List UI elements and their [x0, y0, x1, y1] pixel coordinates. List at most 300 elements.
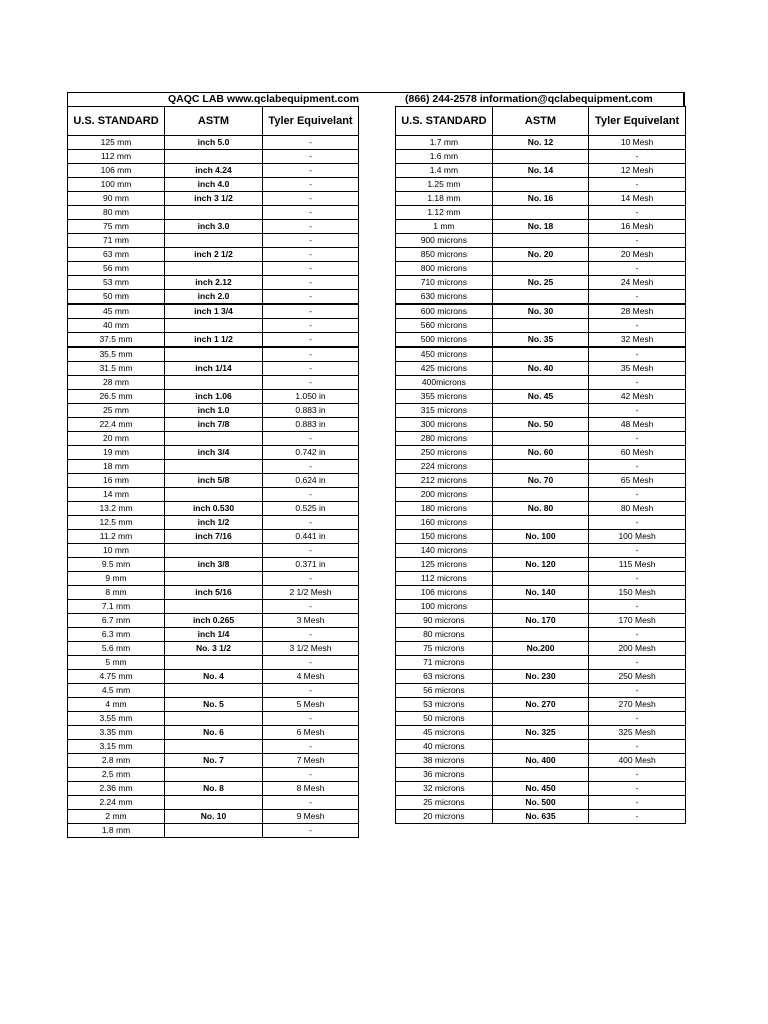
cell-us-standard: 180 microns: [396, 502, 493, 516]
cell-astm: [165, 824, 263, 838]
cell-tyler: -: [263, 248, 359, 262]
cell-us-standard: 12.5 mm: [68, 516, 165, 530]
table-row: [68, 726, 359, 740]
table-row: [396, 642, 686, 656]
cell-us-standard: 18 mm: [68, 460, 165, 474]
table-row: [396, 474, 686, 488]
cell-us-standard: 32 microns: [396, 782, 493, 796]
cell-us-standard: 25 mm: [68, 404, 165, 418]
cell-astm: inch 1 3/4: [165, 304, 263, 319]
cell-tyler: -: [589, 262, 686, 276]
table-row: [68, 474, 359, 488]
table-row: [396, 754, 686, 768]
cell-us-standard: 2.5 mm: [68, 768, 165, 782]
table-header-row: [68, 107, 359, 136]
table-row: [396, 768, 686, 782]
cell-tyler: 48 Mesh: [589, 418, 686, 432]
cell-us-standard: 4.75 mm: [68, 670, 165, 684]
cell-astm: No. 6: [165, 726, 263, 740]
cell-astm: [492, 206, 589, 220]
cell-astm: [165, 234, 263, 248]
cell-astm: [165, 600, 263, 614]
table-row: [396, 390, 686, 404]
cell-astm: No. 120: [492, 558, 589, 572]
table-row: [396, 600, 686, 614]
cell-tyler: -: [263, 347, 359, 362]
cell-tyler: 24 Mesh: [589, 276, 686, 290]
cell-astm: inch 1/4: [165, 628, 263, 642]
cell-us-standard: 1.25 mm: [396, 178, 493, 192]
table-row: [68, 796, 359, 810]
cell-astm: [492, 290, 589, 305]
table-row: [68, 347, 359, 362]
cell-us-standard: 300 microns: [396, 418, 493, 432]
cell-tyler: -: [589, 796, 686, 810]
cell-us-standard: 16 mm: [68, 474, 165, 488]
cell-us-standard: 125 mm: [68, 136, 165, 150]
cell-tyler: -: [263, 572, 359, 586]
table-row: [68, 670, 359, 684]
cell-us-standard: 710 microns: [396, 276, 493, 290]
cell-tyler: 32 Mesh: [589, 333, 686, 348]
table-row: [68, 628, 359, 642]
cell-us-standard: 112 microns: [396, 572, 493, 586]
table-row: [68, 516, 359, 530]
cell-tyler: 8 Mesh: [263, 782, 359, 796]
cell-tyler: -: [589, 460, 686, 474]
table-row: [396, 502, 686, 516]
table-row: [396, 796, 686, 810]
table-row: [68, 262, 359, 276]
cell-tyler: -: [589, 178, 686, 192]
table-row: [68, 333, 359, 348]
column-header-tyler: Tyler Equivelant: [263, 107, 359, 136]
cell-astm: inch 1/14: [165, 362, 263, 376]
cell-tyler: 170 Mesh: [589, 614, 686, 628]
table-row: [68, 178, 359, 192]
cell-us-standard: 11.2 mm: [68, 530, 165, 544]
cell-astm: [165, 460, 263, 474]
table-row: [396, 304, 686, 319]
cell-us-standard: 160 microns: [396, 516, 493, 530]
table-row: [68, 276, 359, 290]
cell-us-standard: 75 mm: [68, 220, 165, 234]
cell-tyler: 10 Mesh: [589, 136, 686, 150]
table-row: [68, 586, 359, 600]
table-row: [68, 220, 359, 234]
cell-tyler: 65 Mesh: [589, 474, 686, 488]
cell-astm: No. 170: [492, 614, 589, 628]
cell-astm: [492, 404, 589, 418]
cell-tyler: -: [263, 712, 359, 726]
cell-tyler: -: [589, 376, 686, 390]
cell-astm: No. 500: [492, 796, 589, 810]
table-row: [68, 290, 359, 305]
table-row: [68, 136, 359, 150]
table-row: [68, 192, 359, 206]
cell-astm: No. 450: [492, 782, 589, 796]
cell-us-standard: 1.6 mm: [396, 150, 493, 164]
cell-tyler: -: [589, 810, 686, 824]
cell-astm: [492, 768, 589, 782]
cell-astm: inch 2 1/2: [165, 248, 263, 262]
cell-us-standard: 50 microns: [396, 712, 493, 726]
sieve-table-left: [67, 106, 359, 838]
table-row: [396, 150, 686, 164]
cell-us-standard: 500 microns: [396, 333, 493, 348]
cell-tyler: 5 Mesh: [263, 698, 359, 712]
table-row: [396, 178, 686, 192]
cell-tyler: 80 Mesh: [589, 502, 686, 516]
cell-us-standard: 106 mm: [68, 164, 165, 178]
table-row: [396, 262, 686, 276]
cell-us-standard: 71 mm: [68, 234, 165, 248]
cell-tyler: 28 Mesh: [589, 304, 686, 319]
cell-tyler: 0.371 in: [263, 558, 359, 572]
cell-astm: No. 140: [492, 586, 589, 600]
cell-astm: No. 40: [492, 362, 589, 376]
cell-astm: inch 4.0: [165, 178, 263, 192]
cell-astm: No. 25: [492, 276, 589, 290]
table-row: [396, 319, 686, 333]
cell-tyler: -: [589, 432, 686, 446]
cell-us-standard: 37.5 mm: [68, 333, 165, 348]
table-row: [396, 164, 686, 178]
cell-tyler: 150 Mesh: [589, 586, 686, 600]
cell-tyler: 250 Mesh: [589, 670, 686, 684]
cell-us-standard: 35.5 mm: [68, 347, 165, 362]
cell-astm: No. 60: [492, 446, 589, 460]
cell-tyler: 100 Mesh: [589, 530, 686, 544]
cell-tyler: -: [263, 488, 359, 502]
cell-us-standard: 22.4 mm: [68, 418, 165, 432]
cell-us-standard: 3.35 mm: [68, 726, 165, 740]
table-row: [396, 544, 686, 558]
cell-astm: [492, 628, 589, 642]
cell-astm: [492, 656, 589, 670]
table-row: [396, 290, 686, 305]
cell-us-standard: 3.55 mm: [68, 712, 165, 726]
table-row: [68, 234, 359, 248]
table-row: [396, 628, 686, 642]
cell-us-standard: 106 microns: [396, 586, 493, 600]
cell-astm: [165, 572, 263, 586]
cell-tyler: 3 1/2 Mesh: [263, 642, 359, 656]
cell-astm: inch 2.0: [165, 290, 263, 305]
cell-tyler: 60 Mesh: [589, 446, 686, 460]
cell-us-standard: 56 mm: [68, 262, 165, 276]
cell-tyler: -: [263, 319, 359, 333]
cell-tyler: -: [263, 516, 359, 530]
table-row: [68, 319, 359, 333]
cell-us-standard: 13.2 mm: [68, 502, 165, 516]
cell-astm: No. 270: [492, 698, 589, 712]
cell-us-standard: 36 microns: [396, 768, 493, 782]
table-row: [396, 614, 686, 628]
cell-us-standard: 31.5 mm: [68, 362, 165, 376]
table-row: [68, 544, 359, 558]
table-row: [68, 304, 359, 319]
cell-tyler: 0.441 in: [263, 530, 359, 544]
cell-us-standard: 40 mm: [68, 319, 165, 333]
cell-astm: inch 1.06: [165, 390, 263, 404]
table-row: [396, 460, 686, 474]
cell-tyler: -: [263, 740, 359, 754]
cell-us-standard: 900 microns: [396, 234, 493, 248]
cell-tyler: -: [263, 600, 359, 614]
cell-us-standard: 45 microns: [396, 726, 493, 740]
table-row: [396, 670, 686, 684]
cell-tyler: -: [263, 276, 359, 290]
column-header-us-standard: U.S. STANDARD: [396, 107, 493, 136]
cell-astm: [165, 347, 263, 362]
cell-us-standard: 9.5 mm: [68, 558, 165, 572]
cell-astm: [492, 544, 589, 558]
column-header-astm: ASTM: [165, 107, 263, 136]
cell-astm: [492, 319, 589, 333]
cell-us-standard: 100 mm: [68, 178, 165, 192]
cell-astm: No. 20: [492, 248, 589, 262]
cell-us-standard: 140 microns: [396, 544, 493, 558]
cell-astm: No. 230: [492, 670, 589, 684]
cell-us-standard: 355 microns: [396, 390, 493, 404]
cell-astm: [165, 684, 263, 698]
cell-us-standard: 1.18 mm: [396, 192, 493, 206]
table-row: [68, 460, 359, 474]
cell-tyler: -: [589, 768, 686, 782]
cell-us-standard: 224 microns: [396, 460, 493, 474]
cell-us-standard: 56 microns: [396, 684, 493, 698]
cell-tyler: -: [263, 206, 359, 220]
cell-us-standard: 200 microns: [396, 488, 493, 502]
cell-tyler: 0.624 in: [263, 474, 359, 488]
table-row: [68, 248, 359, 262]
cell-tyler: -: [589, 319, 686, 333]
cell-tyler: -: [589, 488, 686, 502]
cell-tyler: -: [263, 656, 359, 670]
cell-astm: inch 0.265: [165, 614, 263, 628]
cell-us-standard: 3.15 mm: [68, 740, 165, 754]
cell-us-standard: 28 mm: [68, 376, 165, 390]
sieve-table-right: [395, 106, 686, 824]
cell-tyler: -: [263, 460, 359, 474]
cell-us-standard: 63 microns: [396, 670, 493, 684]
cell-tyler: 1.050 in: [263, 390, 359, 404]
cell-tyler: -: [589, 290, 686, 305]
cell-tyler: -: [263, 376, 359, 390]
cell-us-standard: 280 microns: [396, 432, 493, 446]
table-row: [396, 220, 686, 234]
cell-tyler: -: [589, 234, 686, 248]
table-row: [396, 347, 686, 362]
cell-tyler: -: [263, 362, 359, 376]
cell-us-standard: 1.7 mm: [396, 136, 493, 150]
table-row: [396, 558, 686, 572]
cell-tyler: -: [263, 234, 359, 248]
cell-tyler: -: [263, 150, 359, 164]
table-row: [68, 600, 359, 614]
table-row: [396, 656, 686, 670]
table-row: [396, 362, 686, 376]
table-row: [68, 150, 359, 164]
cell-astm: inch 2.12: [165, 276, 263, 290]
table-row: [396, 684, 686, 698]
cell-us-standard: 40 microns: [396, 740, 493, 754]
cell-astm: [492, 516, 589, 530]
table-row: [68, 782, 359, 796]
cell-tyler: -: [589, 347, 686, 362]
cell-astm: [492, 178, 589, 192]
cell-us-standard: 1.4 mm: [396, 164, 493, 178]
cell-tyler: -: [263, 796, 359, 810]
cell-us-standard: 4 mm: [68, 698, 165, 712]
cell-tyler: -: [589, 404, 686, 418]
cell-astm: [165, 319, 263, 333]
cell-tyler: -: [589, 600, 686, 614]
table-row: [68, 558, 359, 572]
cell-tyler: 270 Mesh: [589, 698, 686, 712]
cell-tyler: -: [589, 544, 686, 558]
column-header-tyler: Tyler Equivelant: [589, 107, 686, 136]
cell-us-standard: 90 microns: [396, 614, 493, 628]
cell-astm: No. 70: [492, 474, 589, 488]
cell-us-standard: 38 microns: [396, 754, 493, 768]
cell-tyler: -: [263, 333, 359, 348]
table-row: [68, 362, 359, 376]
cell-tyler: -: [263, 178, 359, 192]
cell-astm: [165, 150, 263, 164]
cell-tyler: -: [263, 220, 359, 234]
cell-us-standard: 1.8 mm: [68, 824, 165, 838]
cell-astm: No. 5: [165, 698, 263, 712]
cell-astm: inch 1/2: [165, 516, 263, 530]
cell-astm: No. 100: [492, 530, 589, 544]
table-row: [396, 192, 686, 206]
cell-us-standard: 7.1 mm: [68, 600, 165, 614]
company-contact: (866) 244-2578 information@qclabequipment.com: [405, 93, 653, 105]
cell-astm: [165, 740, 263, 754]
cell-us-standard: 14 mm: [68, 488, 165, 502]
table-row: [68, 740, 359, 754]
cell-us-standard: 8 mm: [68, 586, 165, 600]
cell-tyler: -: [589, 628, 686, 642]
table-row: [68, 502, 359, 516]
cell-astm: No. 16: [492, 192, 589, 206]
table-header-row: [396, 107, 686, 136]
table-row: [68, 810, 359, 824]
table-row: [396, 698, 686, 712]
cell-us-standard: 6.7 mm: [68, 614, 165, 628]
table-row: [396, 446, 686, 460]
cell-astm: [492, 460, 589, 474]
cell-us-standard: 20 microns: [396, 810, 493, 824]
table-row: [396, 726, 686, 740]
cell-us-standard: 560 microns: [396, 319, 493, 333]
cell-astm: No. 14: [492, 164, 589, 178]
table-row: [396, 206, 686, 220]
cell-astm: [492, 684, 589, 698]
cell-us-standard: 6.3 mm: [68, 628, 165, 642]
table-row: [396, 234, 686, 248]
cell-us-standard: 10 mm: [68, 544, 165, 558]
cell-tyler: 6 Mesh: [263, 726, 359, 740]
table-row: [396, 782, 686, 796]
cell-astm: No. 12: [492, 136, 589, 150]
cell-tyler: -: [263, 136, 359, 150]
cell-astm: No. 7: [165, 754, 263, 768]
table-row: [68, 754, 359, 768]
table-row: [396, 810, 686, 824]
table-row: [68, 614, 359, 628]
cell-astm: inch 3/4: [165, 446, 263, 460]
cell-tyler: -: [263, 192, 359, 206]
cell-us-standard: 50 mm: [68, 290, 165, 305]
cell-us-standard: 20 mm: [68, 432, 165, 446]
cell-tyler: -: [263, 304, 359, 319]
cell-astm: inch 5/8: [165, 474, 263, 488]
cell-astm: [492, 572, 589, 586]
cell-astm: inch 0.530: [165, 502, 263, 516]
cell-astm: No. 30: [492, 304, 589, 319]
cell-tyler: -: [589, 782, 686, 796]
cell-tyler: -: [589, 712, 686, 726]
cell-tyler: 0.742 in: [263, 446, 359, 460]
cell-tyler: 4 Mesh: [263, 670, 359, 684]
cell-astm: inch 5.0: [165, 136, 263, 150]
table-row: [68, 488, 359, 502]
cell-astm: No. 10: [165, 810, 263, 824]
table-row: [396, 276, 686, 290]
cell-astm: [165, 712, 263, 726]
cell-astm: inch 5/16: [165, 586, 263, 600]
cell-astm: [492, 712, 589, 726]
cell-astm: No. 8: [165, 782, 263, 796]
cell-tyler: -: [589, 684, 686, 698]
cell-tyler: -: [589, 572, 686, 586]
cell-us-standard: 2 mm: [68, 810, 165, 824]
cell-astm: [492, 262, 589, 276]
cell-us-standard: 2.36 mm: [68, 782, 165, 796]
table-row: [68, 642, 359, 656]
cell-us-standard: 25 microns: [396, 796, 493, 810]
cell-astm: No.200: [492, 642, 589, 656]
cell-us-standard: 26.5 mm: [68, 390, 165, 404]
cell-tyler: 0.525 in: [263, 502, 359, 516]
table-row: [68, 572, 359, 586]
table-row: [396, 418, 686, 432]
cell-tyler: -: [263, 824, 359, 838]
cell-tyler: -: [589, 150, 686, 164]
cell-tyler: 2 1/2 Mesh: [263, 586, 359, 600]
cell-astm: No. 325: [492, 726, 589, 740]
cell-us-standard: 630 microns: [396, 290, 493, 305]
cell-tyler: -: [263, 544, 359, 558]
table-row: [396, 376, 686, 390]
table-row: [68, 530, 359, 544]
cell-astm: [165, 544, 263, 558]
cell-us-standard: 2.24 mm: [68, 796, 165, 810]
cell-astm: [492, 432, 589, 446]
table-row: [396, 712, 686, 726]
cell-tyler: 115 Mesh: [589, 558, 686, 572]
table-row: [396, 488, 686, 502]
table-row: [396, 586, 686, 600]
cell-astm: inch 4.24: [165, 164, 263, 178]
cell-us-standard: 9 mm: [68, 572, 165, 586]
table-row: [68, 712, 359, 726]
cell-astm: [165, 656, 263, 670]
cell-tyler: 0.883 in: [263, 418, 359, 432]
